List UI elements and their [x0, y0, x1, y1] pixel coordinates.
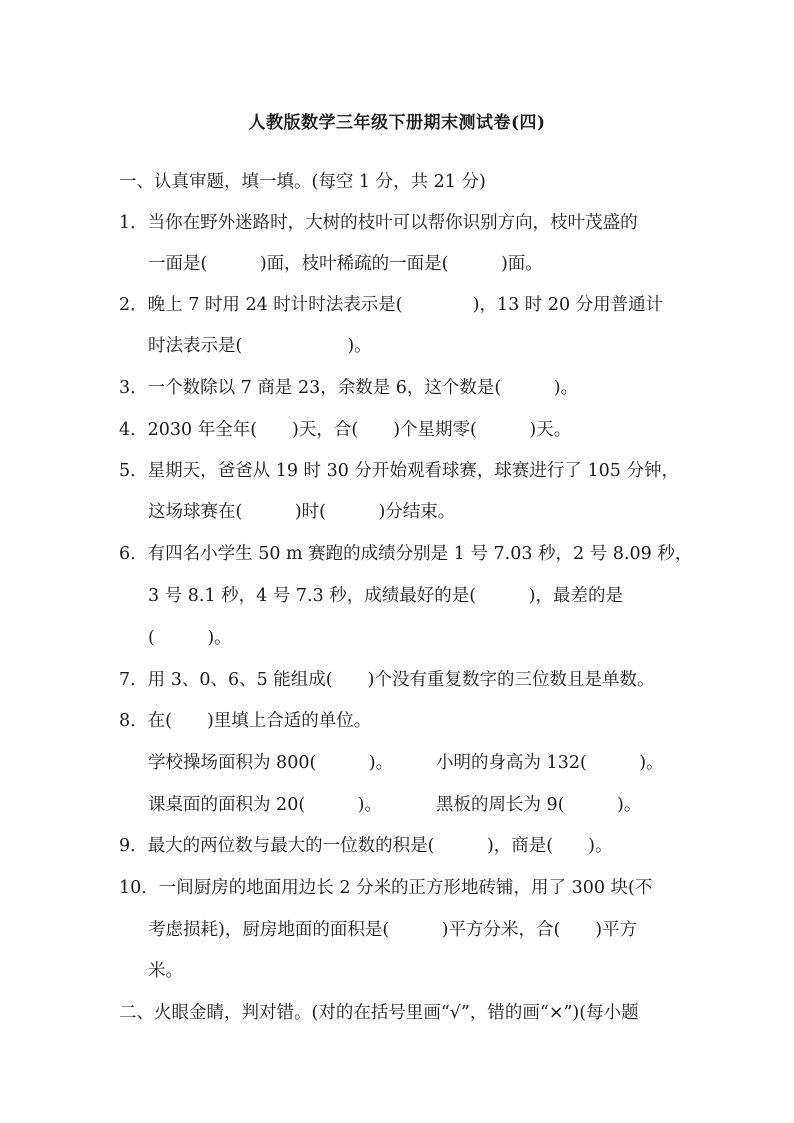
question-9: 9．最大的两位数与最大的一位数的积是( )，商是( )。	[119, 836, 613, 856]
question-7: 7．用 3、0、6、5 能组成( )个没有重复数字的三位数且是单数。	[119, 670, 655, 690]
question-3: 3．一个数除以 7 商是 23，余数是 6，这个数是( )。	[119, 378, 579, 398]
section-heading-1: 一、认真审题，填一填。(每空 1 分，共 21 分)	[119, 172, 486, 192]
question-5-line-2: 这场球赛在( )时( )分结束。	[148, 502, 456, 522]
page-title: 人教版数学三年级下册期末测试卷(四)	[248, 113, 546, 133]
question-2-line-2: 时法表示是( )。	[148, 336, 372, 356]
question-8-sub-2b: 黑板的周长为 9( )。	[436, 795, 642, 815]
question-10-line-1: 10．一间厨房的地面用边长 2 分米的正方形地砖铺，用了 300 块(不	[119, 878, 653, 898]
question-6-line-3: ( )。	[148, 628, 232, 648]
question-8-sub-1b: 小明的身高为 132( )。	[436, 753, 664, 773]
question-2-line-1: 2．晚上 7 时用 24 时计时法表示是( )，13 时 20 分用普通计	[119, 295, 664, 315]
question-10-line-2: 考虑损耗)，厨房地面的面积是( )平方分米，合( )平方	[148, 920, 638, 940]
question-8-sub-1a: 学校操场面积为 800( )。	[148, 753, 394, 773]
question-4: 4．2030 年全年( )天，合( )个星期零( )天。	[119, 420, 572, 440]
section-heading-2: 二、火眼金睛，判对错。(对的在括号里画“√”，错的画“×”)(每小题	[119, 1003, 639, 1023]
question-10-line-3: 米。	[148, 961, 183, 981]
question-6-line-1: 6．有四名小学生 50 m 赛跑的成绩分别是 1 号 7.03 秒，2 号 8.09 秒，	[119, 544, 693, 564]
question-5-line-1: 5．星期天，爸爸从 19 时 30 分开始观看球赛，球赛进行了 105 分钟，	[119, 461, 679, 481]
question-8: 8．在( )里填上合适的单位。	[119, 711, 372, 731]
question-1-line-1: 1．当你在野外迷路时，大树的枝叶可以帮你识别方向，枝叶茂盛的	[119, 213, 638, 233]
question-6-line-2: 3 号 8.1 秒，4 号 7.3 秒，成绩最好的是( )，最差的是	[148, 586, 623, 606]
question-8-sub-2a: 课桌面的面积为 20( )。	[148, 795, 382, 815]
question-1-line-2: 一面是( )面，枝叶稀疏的一面是( )面。	[148, 254, 543, 274]
